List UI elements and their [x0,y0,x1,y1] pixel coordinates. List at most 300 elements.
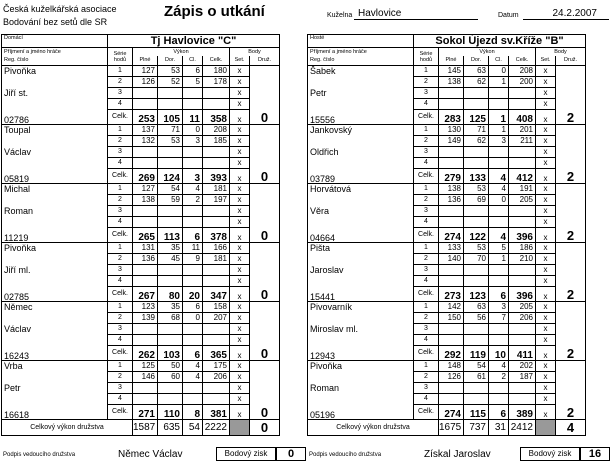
team-total-points: 4 [556,420,586,436]
player-name-cell [308,394,414,405]
value-cl [489,206,509,217]
value-dor [464,217,489,228]
value-set: x [230,169,250,184]
serie-number: 4 [414,335,439,346]
value-plne [133,276,158,287]
table-row [2,405,280,420]
team-total-dor: 737 [464,420,489,436]
value-dor: 63 [464,66,489,77]
value-dor: 119 [464,346,489,361]
value-plne [133,265,158,276]
value-celk: 347 [203,287,230,302]
away-team-sheet [307,34,586,436]
serie-number: 1 [414,302,439,313]
player-reg-number: 16243 [2,346,108,361]
value-set: x [230,405,250,420]
value-celk: 393 [203,169,230,184]
table-row [2,372,280,383]
value-plne: 140 [439,254,464,265]
player-reg-number: 05819 [2,169,108,184]
value-celk: 208 [509,66,536,77]
value-cl [183,147,203,158]
points-top-spacer [250,361,280,383]
value-set: x [536,206,556,217]
value-dor [158,394,183,405]
player-reg-number: 16618 [2,405,108,420]
value-dor [464,324,489,335]
value-dor: 61 [464,372,489,383]
table-row [2,287,280,302]
away-score-table [307,34,586,436]
table-row [2,99,280,110]
col-celk-header: Celk. [509,56,536,66]
table-row [308,66,586,77]
value-set: x [536,243,556,254]
team-total-label: Celkový výkon družstva [2,420,133,436]
value-celk [203,324,230,335]
value-cl: 1 [489,110,509,125]
table-row [2,313,280,324]
serie-number: 1 [414,184,439,195]
value-plne [133,335,158,346]
value-plne: 127 [133,66,158,77]
value-dor [158,276,183,287]
serie-number: 3 [414,147,439,158]
value-cl [489,383,509,394]
value-plne: 125 [133,361,158,372]
value-cl [183,158,203,169]
serie-number: 2 [108,372,133,383]
value-cl: 4 [489,361,509,372]
value-cl [489,158,509,169]
value-set: x [230,66,250,77]
value-plne: 274 [439,228,464,243]
value-dor [464,394,489,405]
value-plne: 149 [439,136,464,147]
value-dor: 53 [464,243,489,254]
table-row [2,217,280,228]
away-sign-label: Podpis vedoucího družstva [309,452,382,458]
col-druz-header: Druž. [556,56,586,66]
value-cl: 6 [489,287,509,302]
player-name-cell [308,372,414,383]
value-celk: 178 [203,77,230,88]
table-row [308,195,586,206]
value-dor [158,335,183,346]
serie-number: 3 [108,88,133,99]
value-set: x [230,276,250,287]
col-vykon-header: Výkon [439,48,536,56]
value-celk: 181 [203,254,230,265]
serie-number: 4 [108,217,133,228]
player-surname: Pivoňka [2,66,108,77]
value-set: x [536,276,556,287]
value-dor: 69 [464,195,489,206]
serie-number: 4 [414,158,439,169]
player-reg-number: 02785 [2,287,108,302]
col-body-header: Body [230,48,280,56]
value-cl [489,265,509,276]
value-celk [203,394,230,405]
team-total-points: 0 [250,420,280,436]
value-cl: 5 [183,77,203,88]
value-celk: 191 [509,184,536,195]
value-set: x [536,125,556,136]
value-set: x [230,125,250,136]
player-team-points: 2 [556,265,586,302]
table-row [308,265,586,276]
team-side-label: Hosté [308,35,414,48]
value-plne: 138 [439,77,464,88]
player-firstname: Jiří st. [2,88,108,99]
value-set: x [230,136,250,147]
points-top-spacer [250,184,280,206]
value-plne: 131 [133,243,158,254]
value-celk: 186 [509,243,536,254]
value-celk: 180 [203,66,230,77]
value-set: x [536,77,556,88]
value-cl: 1 [489,254,509,265]
player-reg-number: 03789 [308,169,414,184]
date-label: Datum [498,12,519,19]
value-plne [439,324,464,335]
serie-number: 4 [108,276,133,287]
value-plne [439,394,464,405]
team-total-plne: 1587 [133,420,158,436]
value-celk [509,324,536,335]
value-cl [489,335,509,346]
player-name-cell [308,254,414,265]
value-celk [509,99,536,110]
value-dor: 110 [158,405,183,420]
value-set: x [536,110,556,125]
value-plne [133,206,158,217]
col-celk-header: Celk. [203,56,230,66]
team-total-celk: 2222 [203,420,230,436]
value-cl: 6 [183,302,203,313]
table-row [2,158,280,169]
value-celk: 205 [509,302,536,313]
value-plne [133,99,158,110]
player-firstname: Petr [2,383,108,394]
player-name-cell [2,313,108,324]
value-set: x [230,206,250,217]
value-cl: 4 [489,228,509,243]
value-celk [509,217,536,228]
value-celk [509,158,536,169]
player-name-cell [308,217,414,228]
value-celk: 207 [203,313,230,324]
serie-total-label: Celk. [414,110,439,125]
value-dor: 54 [158,184,183,195]
value-plne [439,158,464,169]
table-row [308,147,586,158]
points-top-spacer [556,125,586,147]
venue-value: Havlovice [354,8,478,20]
table-row [308,125,586,136]
value-cl: 0 [183,313,203,324]
value-plne: 148 [439,361,464,372]
table-row [2,302,280,313]
value-plne [439,276,464,287]
team-name: Sokol Újezd sv.Kříže "B" [414,35,586,48]
table-row [2,243,280,254]
value-celk [203,147,230,158]
player-name-cell [2,99,108,110]
value-cl [489,217,509,228]
col-player-header: Příjmení a jméno hráče [308,48,414,56]
value-set: x [536,254,556,265]
value-plne [439,383,464,394]
team-total-dor: 635 [158,420,183,436]
value-cl: 7 [489,313,509,324]
value-plne: 133 [439,243,464,254]
value-plne: 138 [133,195,158,206]
value-set: x [230,313,250,324]
table-row [308,383,586,394]
value-dor: 35 [158,302,183,313]
serie-number: 3 [414,206,439,217]
team-total-row [308,420,586,436]
serie-number: 4 [414,99,439,110]
table-row [308,394,586,405]
table-row [2,88,280,99]
player-surname: Pivoňka [308,361,414,372]
serie-number: 2 [108,313,133,324]
value-set: x [536,195,556,206]
serie-number: 4 [414,217,439,228]
value-plne [439,217,464,228]
value-set: x [230,228,250,243]
player-firstname: Věra [308,206,414,217]
table-row [308,372,586,383]
serie-total-label: Celk. [108,110,133,125]
team-total-plne: 1675 [439,420,464,436]
player-team-points: 0 [250,147,280,184]
serie-number: 3 [414,324,439,335]
table-row [2,324,280,335]
value-set: x [230,372,250,383]
serie-total-label: Celk. [414,405,439,420]
value-dor: 35 [158,243,183,254]
team-total-set-shaded [536,420,556,436]
value-plne: 262 [133,346,158,361]
value-dor [158,99,183,110]
value-cl: 3 [489,302,509,313]
value-dor: 123 [464,287,489,302]
player-firstname: Roman [308,383,414,394]
table-row [2,276,280,287]
player-name-cell [2,77,108,88]
serie-number: 2 [108,136,133,147]
value-celk [203,276,230,287]
serie-number: 1 [108,361,133,372]
value-celk: 201 [509,125,536,136]
value-celk [203,158,230,169]
table-row [2,125,280,136]
value-set: x [536,383,556,394]
value-cl [489,324,509,335]
value-set: x [230,88,250,99]
table-row [308,276,586,287]
value-set: x [230,302,250,313]
table-row [308,184,586,195]
value-cl [489,99,509,110]
player-reg-number: 02786 [2,110,108,125]
value-celk [203,99,230,110]
value-plne: 146 [133,372,158,383]
value-celk [509,383,536,394]
value-set: x [230,77,250,88]
value-celk: 378 [203,228,230,243]
col-reg-header: Reg. číslo [308,56,414,66]
value-plne [439,147,464,158]
value-set: x [536,99,556,110]
points-top-spacer [250,66,280,88]
table-row [2,361,280,372]
value-plne [133,324,158,335]
value-celk: 205 [509,195,536,206]
value-set: x [536,147,556,158]
value-celk [203,335,230,346]
col-dor-header: Dor. [464,56,489,66]
value-celk: 389 [509,405,536,420]
serie-number: 2 [108,195,133,206]
home-captain: Němec Václav [118,449,183,460]
value-set: x [536,313,556,324]
value-celk [203,383,230,394]
value-cl: 4 [183,361,203,372]
value-cl [183,335,203,346]
value-cl [183,88,203,99]
value-cl: 2 [183,195,203,206]
table-row [308,254,586,265]
value-dor: 115 [464,405,489,420]
col-plne-header: Plné [439,56,464,66]
value-celk [509,206,536,217]
value-celk: 208 [203,125,230,136]
value-celk: 158 [203,302,230,313]
value-plne: 142 [439,302,464,313]
value-dor: 71 [158,125,183,136]
value-cl [183,276,203,287]
table-row [2,383,280,394]
value-dor [158,324,183,335]
value-cl: 0 [489,195,509,206]
value-set: x [536,158,556,169]
value-set: x [536,66,556,77]
value-set: x [230,287,250,302]
value-set: x [536,287,556,302]
player-team-points: 0 [250,324,280,361]
player-surname: Pivovarník [308,302,414,313]
points-top-spacer [556,66,586,88]
value-set: x [536,228,556,243]
value-celk: 197 [203,195,230,206]
value-celk: 181 [203,184,230,195]
player-surname: Horvátová [308,184,414,195]
player-team-points: 2 [556,147,586,184]
value-celk [509,394,536,405]
value-celk: 396 [509,228,536,243]
value-celk: 408 [509,110,536,125]
value-celk: 210 [509,254,536,265]
value-dor [464,265,489,276]
value-dor: 80 [158,287,183,302]
table-row [2,265,280,276]
table-row [308,99,586,110]
player-team-points: 0 [250,383,280,420]
table-row [308,88,586,99]
value-cl [183,206,203,217]
value-dor: 53 [158,66,183,77]
value-plne [133,394,158,405]
table-row [2,254,280,265]
table-row [308,110,586,125]
player-reg-number: 04664 [308,228,414,243]
value-cl [183,394,203,405]
serie-number: 3 [108,383,133,394]
serie-number: 1 [414,66,439,77]
player-name-cell [308,77,414,88]
value-set: x [230,147,250,158]
value-set: x [230,217,250,228]
value-cl [183,383,203,394]
player-team-points: 0 [250,265,280,302]
value-dor: 105 [158,110,183,125]
away-gain-label: Bodový zisk [520,447,580,461]
value-celk: 185 [203,136,230,147]
value-set: x [536,136,556,147]
serie-number: 4 [108,158,133,169]
table-row [2,147,280,158]
player-team-points: 2 [556,88,586,125]
value-plne: 136 [439,195,464,206]
value-dor: 63 [464,302,489,313]
team-total-celk: 2412 [509,420,536,436]
player-name-cell [2,276,108,287]
team-total-set-shaded [230,420,250,436]
value-dor [158,217,183,228]
value-plne: 273 [439,287,464,302]
player-team-points: 2 [556,206,586,243]
page-title: Zápis o utkání [164,3,265,20]
table-row [308,302,586,313]
player-surname: Toupal [2,125,108,136]
table-row [308,217,586,228]
serie-number: 1 [108,184,133,195]
value-set: x [536,335,556,346]
value-plne: 265 [133,228,158,243]
value-dor: 71 [464,125,489,136]
table-row [2,66,280,77]
points-top-spacer [250,243,280,265]
value-celk: 206 [203,372,230,383]
serie-total-label: Celk. [414,346,439,361]
value-plne [133,383,158,394]
table-row [2,394,280,405]
value-dor: 59 [158,195,183,206]
value-dor [158,88,183,99]
serie-number: 3 [108,206,133,217]
value-set: x [230,110,250,125]
serie-number: 2 [414,372,439,383]
value-plne: 136 [133,254,158,265]
player-surname: Michal [2,184,108,195]
player-team-points: 2 [556,383,586,420]
team-total-label: Celkový výkon družstva [308,420,439,436]
value-dor: 125 [464,110,489,125]
